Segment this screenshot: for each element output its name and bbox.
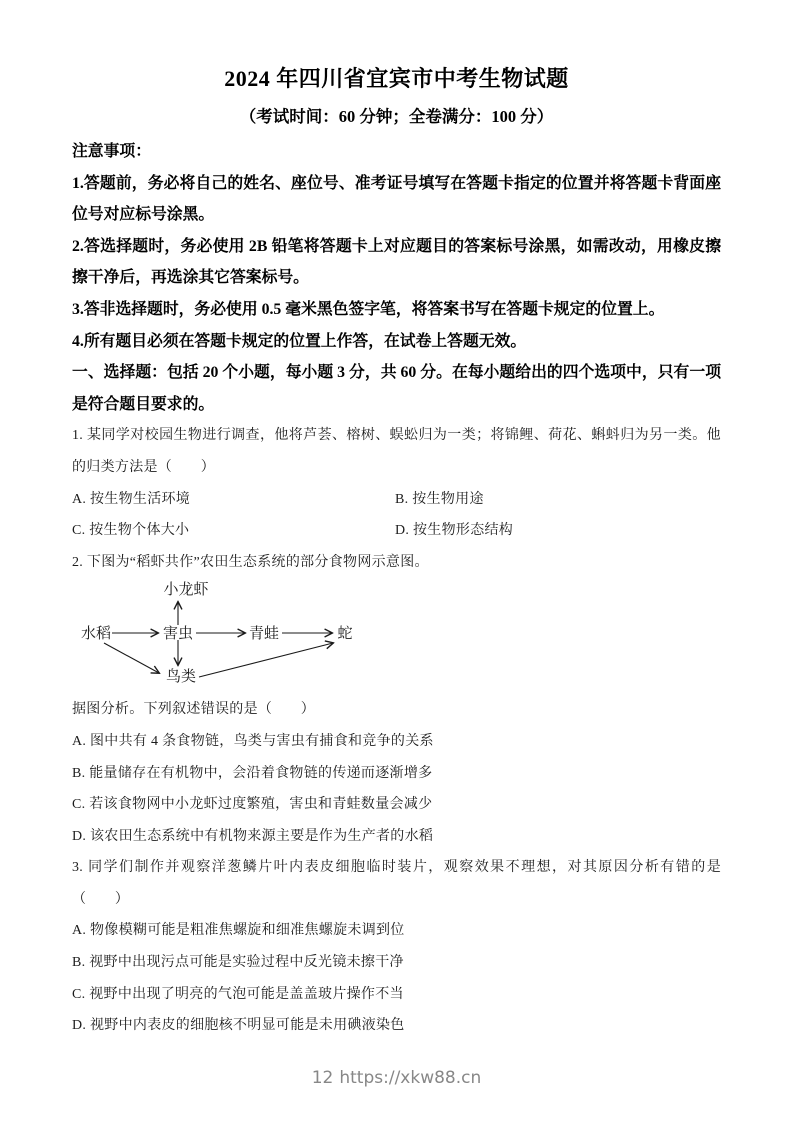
notes-heading: 注意事项： [72, 143, 151, 160]
question-2-option-b: B. 能量储存在有机物中，会沿着食物链的传递而逐渐增多 [72, 765, 433, 781]
node-frog: 青蛙 [248, 626, 280, 643]
node-rice: 水稻 [80, 626, 112, 643]
section-heading: 一、选择题：包括 20 个小题，每小题 3 分，共 60 分。在每小题给出的四个选项中，只有一项是符合题目要求的。 [72, 364, 721, 413]
node-birds: 鸟类 [165, 669, 197, 686]
question-3 [72, 852, 721, 1042]
food-web-arrows [104, 602, 333, 677]
question-1 [72, 420, 721, 546]
exam-title: 2024 年四川省宜宾市中考生物试题 [224, 66, 569, 91]
question-1-option-a: A. 按生物生活环境 [72, 491, 191, 507]
page-number: 12 [311, 1068, 334, 1088]
node-snake: 蛇 [337, 626, 353, 643]
exam-body [72, 136, 721, 1042]
question-1-option-b: B. 按生物用途 [395, 491, 484, 507]
question-2-intro: 2. 下图为“稻虾共作”农田生态系统的部分食物网示意图。 [72, 554, 429, 570]
note-item-4: 4.所有题目必须在答题卡规定的位置上作答，在试卷上答题无效。 [72, 332, 527, 350]
question-1-stem: 1. 某同学对校园生物进行调查，他将芦荟、榕树、蜈蚣归为一类；将锦鲤、荷花、蝌蚪归为另一类。他的归类方法是（ ） [72, 428, 721, 475]
question-1-options-row-1 [72, 484, 721, 516]
page-footer [0, 1068, 793, 1088]
footer-url: https://xkw88.cn [339, 1068, 482, 1088]
note-item-2: 2.答选择题时，务必使用 2B 铅笔将答题卡上对应题目的答案标号涂黑，如需改动，用橡皮擦擦干净后，再选涂其它答案标号。 [72, 237, 721, 287]
exam-content [72, 0, 721, 1042]
question-1-option-c: C. 按生物个体大小 [72, 523, 190, 539]
question-2-option-a: A. 图中共有 4 条食物链，鸟类与害虫有捕食和竞争的关系 [72, 733, 434, 749]
question-2-option-c: C. 若该食物网中小龙虾过度繁殖，害虫和青蛙数量会减少 [72, 797, 433, 813]
edge-rice-birds [104, 643, 159, 673]
question-1-options-row-2 [72, 515, 721, 547]
question-2-option-d: D. 该农田生态系统中有机物来源主要是作为生产者的水稻 [72, 828, 434, 844]
note-item-3: 3.答非选择题时，务必使用 0.5 毫米黑色签字笔，将答案书写在答题卡规定的位置上。 [72, 300, 665, 318]
exam-info: （考试时间：60 分钟；全卷满分：100 分） [239, 107, 554, 126]
question-3-option-c: C. 视野中出现了明亮的气泡可能是盖盖玻片操作不当 [72, 986, 404, 1002]
question-2 [72, 547, 721, 853]
note-item-1: 1.答题前，务必将自己的姓名、座位号、准考证号填写在答题卡指定的位置并将答题卡背面座位号对应标号涂黑。 [72, 174, 721, 224]
question-3-stem: 3. 同学们制作并观察洋葱鳞片叶内表皮细胞临时装片，观察效果不理想，对其原因分析有错的是（ ） [72, 860, 721, 907]
edge-birds-snake [199, 643, 333, 677]
question-3-option-d: D. 视野中内表皮的细胞核不明显可能是未用碘液染色 [72, 1018, 405, 1034]
question-1-option-d: D. 按生物形态结构 [395, 523, 514, 539]
node-pest: 害虫 [162, 626, 194, 643]
question-2-stem: 据图分析。下列叙述错误的是（ ） [72, 702, 316, 718]
question-3-option-b: B. 视野中出现污点可能是实验过程中反光镜未擦干净 [72, 955, 404, 971]
node-crayfish: 小龙虾 [163, 582, 209, 599]
question-3-option-a: A. 物像模糊可能是粗准焦螺旋和细准焦螺旋未调到位 [72, 923, 405, 939]
food-web-diagram [76, 578, 386, 694]
